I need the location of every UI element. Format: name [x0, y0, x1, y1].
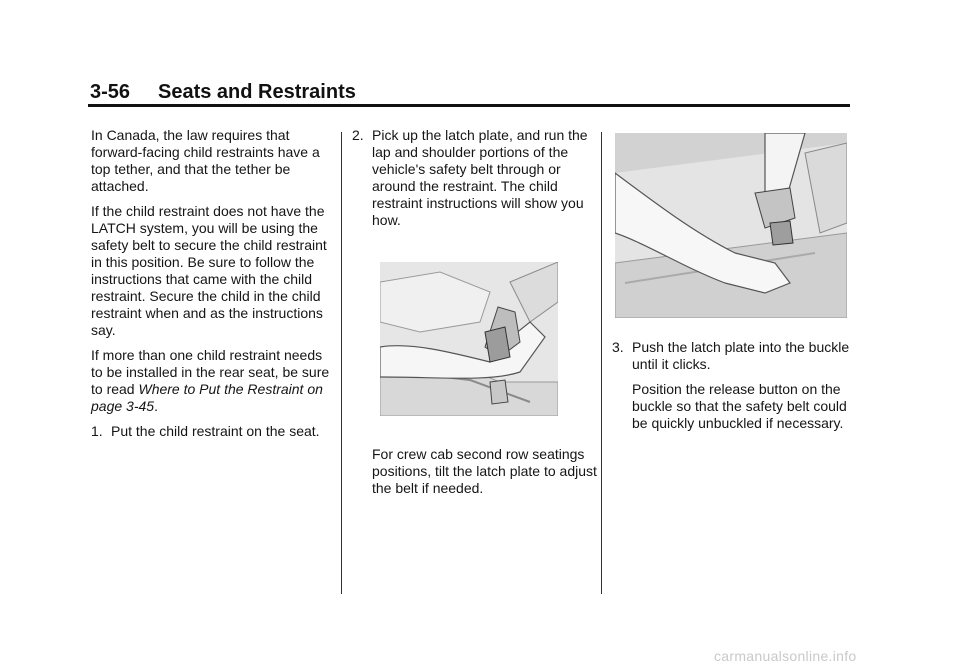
column-divider-1: [341, 132, 342, 594]
column-2: [352, 127, 592, 229]
step-text: Pick up the latch plate, and run the lap and shoulder portions of the vehicle's safety belt through or around the restraint. The child restraint instructions will show you how.: [372, 127, 588, 228]
header-rule: [88, 104, 850, 107]
page-header: [90, 80, 850, 104]
paragraph-end: .: [154, 398, 158, 414]
step-3: [612, 339, 852, 373]
paragraph-canada-law: In Canada, the law requires that forward-facing child restraints have a top tether, and that the tether be attached.: [91, 127, 320, 194]
paragraph-multiple-restraints: [91, 347, 335, 415]
step-number: 2.: [352, 127, 364, 143]
step-number: 1.: [91, 423, 103, 439]
paragraph-no-latch: If the child restraint does not have the LATCH system, you will be using the safety belt to secure the child restraint in this position. Be sure to follow the instructions that came with the child restraint. Secure the child in the child restraint when and as the instructions say.: [91, 203, 327, 338]
illustration-latch-plate: [380, 262, 558, 416]
illustration-buckle: [615, 133, 847, 318]
column-divider-2: [601, 132, 602, 594]
watermark: carmanualsonline.info: [714, 648, 857, 664]
step-3-note: Position the release button on the buckle so that the safety belt could be quickly unbuckled if necessary.: [632, 381, 847, 431]
step-1: [91, 423, 335, 440]
section-title: Seats and Restraints: [158, 81, 356, 103]
page-number: 3-56: [90, 81, 131, 103]
cross-reference-link[interactable]: Where to Put the Restraint on page 3-45: [91, 381, 323, 414]
paragraph-text: If more than one child restraint needs to be installed in the rear seat, be sure to read: [91, 347, 330, 397]
figure-caption: For crew cab second row seatings positions, tilt the latch plate to adjust the belt if needed.: [372, 446, 597, 496]
step-text: Push the latch plate into the buckle until it clicks.: [632, 339, 850, 372]
column-1: [91, 127, 335, 440]
column-3: [612, 339, 852, 440]
step-2: [352, 127, 592, 229]
step-number: 3.: [612, 339, 624, 355]
step-text: Put the child restraint on the seat.: [111, 423, 320, 439]
